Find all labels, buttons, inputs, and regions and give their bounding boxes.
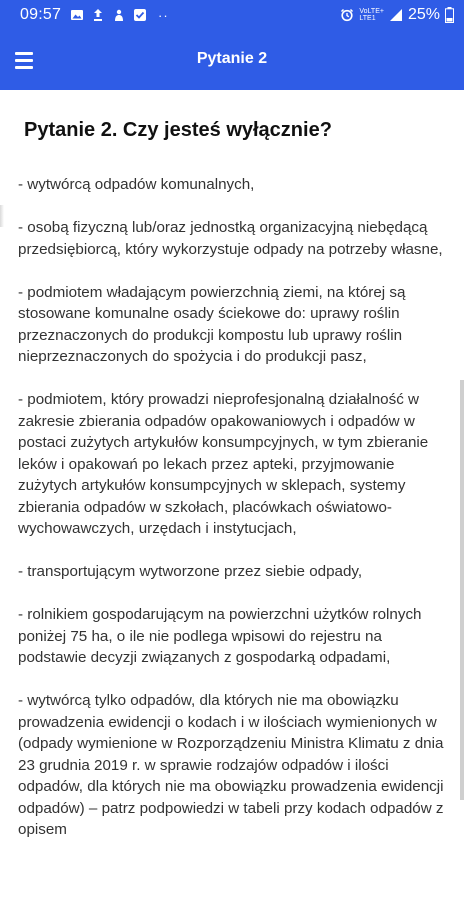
upload-icon xyxy=(91,8,105,22)
status-notification-icons xyxy=(70,8,169,23)
status-bar xyxy=(0,0,464,30)
question-content[interactable] xyxy=(0,90,464,900)
option-item: - podmiotem, który prowadzi nieprofesjonalną działalność w zakresie zbierania odpadów opakowaniowych i odpadów w postaci zużytych artykułów konsumpcyjnych, w tym zbieranie leków i opakowań po lekach przez apteki, przyjmowanie zużytych artykułów konsumpcyjnych w sklepach, systemy zbierania odpadów w szkołach, placówkach oświatowo-wychowawczych, urzędach i instytucjach, xyxy=(18,391,429,537)
check-icon xyxy=(133,8,147,22)
option-item: - wytwórcą tylko odpadów, dla których nie ma obowiązku prowadzenia ewidencji o kodach i w ilościach wymienionych w (odpady wymienione w Rozporządzeniu Ministra Klimatu z dnia 23 grudnia 2019 r. w sprawie rodzajów odpadów i ilości odpadów, dla których nie ma obowiązku prowadzenia ewidencji odpadów) – patrz podpowiedzi w tabeli przy kodach odpadów z opisem xyxy=(18,692,444,838)
network-type-label xyxy=(359,8,384,22)
option-item: - transportującym wytworzone przez siebie odpady, xyxy=(18,563,363,580)
app-bar-title: Pytanie 2 xyxy=(196,50,268,67)
option-item: - wytwórcą odpadów komunalnych, xyxy=(18,176,255,193)
battery-percentage: 25% xyxy=(407,6,440,23)
more-notifications-indicator: ·· xyxy=(158,7,169,23)
status-system-icons xyxy=(340,6,454,24)
drawer-edge-handle[interactable] xyxy=(0,205,4,227)
question-options-list xyxy=(18,174,450,862)
question-title: Pytanie 2. Czy jesteś wyłącznie? xyxy=(24,119,332,141)
alarm-icon xyxy=(340,8,354,22)
battery-icon xyxy=(445,7,454,23)
scrollbar[interactable] xyxy=(460,380,464,800)
option-item: - rolnikiem gospodarującym na powierzchni użytków rolnych poniżej 75 ha, o ile nie podlega wpisowi do rejestru na podstawie decyzji związanych z gospodarką odpadami, xyxy=(18,606,422,666)
app-bar xyxy=(0,30,464,90)
network-text: VoLTE+ LTE1 xyxy=(359,8,384,22)
status-time: 09:57 xyxy=(20,6,62,23)
image-icon xyxy=(70,8,84,22)
option-item: - osobą fizyczną lub/oraz jednostką organizacyjną niebędącą przedsiębiorcą, który wykorzystuje odpady na potrzeby własne, xyxy=(18,219,443,258)
hand-icon xyxy=(112,8,126,22)
option-item: - podmiotem władającym powierzchnią ziemi, na której są stosowane komunalne osady ściekowe do: uprawy roślin przeznaczonych do produkcji kompostu lub uprawy roślin nieprzeznaczonych do spożycia i do produkcji pasz, xyxy=(18,283,406,365)
signal-icon xyxy=(389,8,403,22)
